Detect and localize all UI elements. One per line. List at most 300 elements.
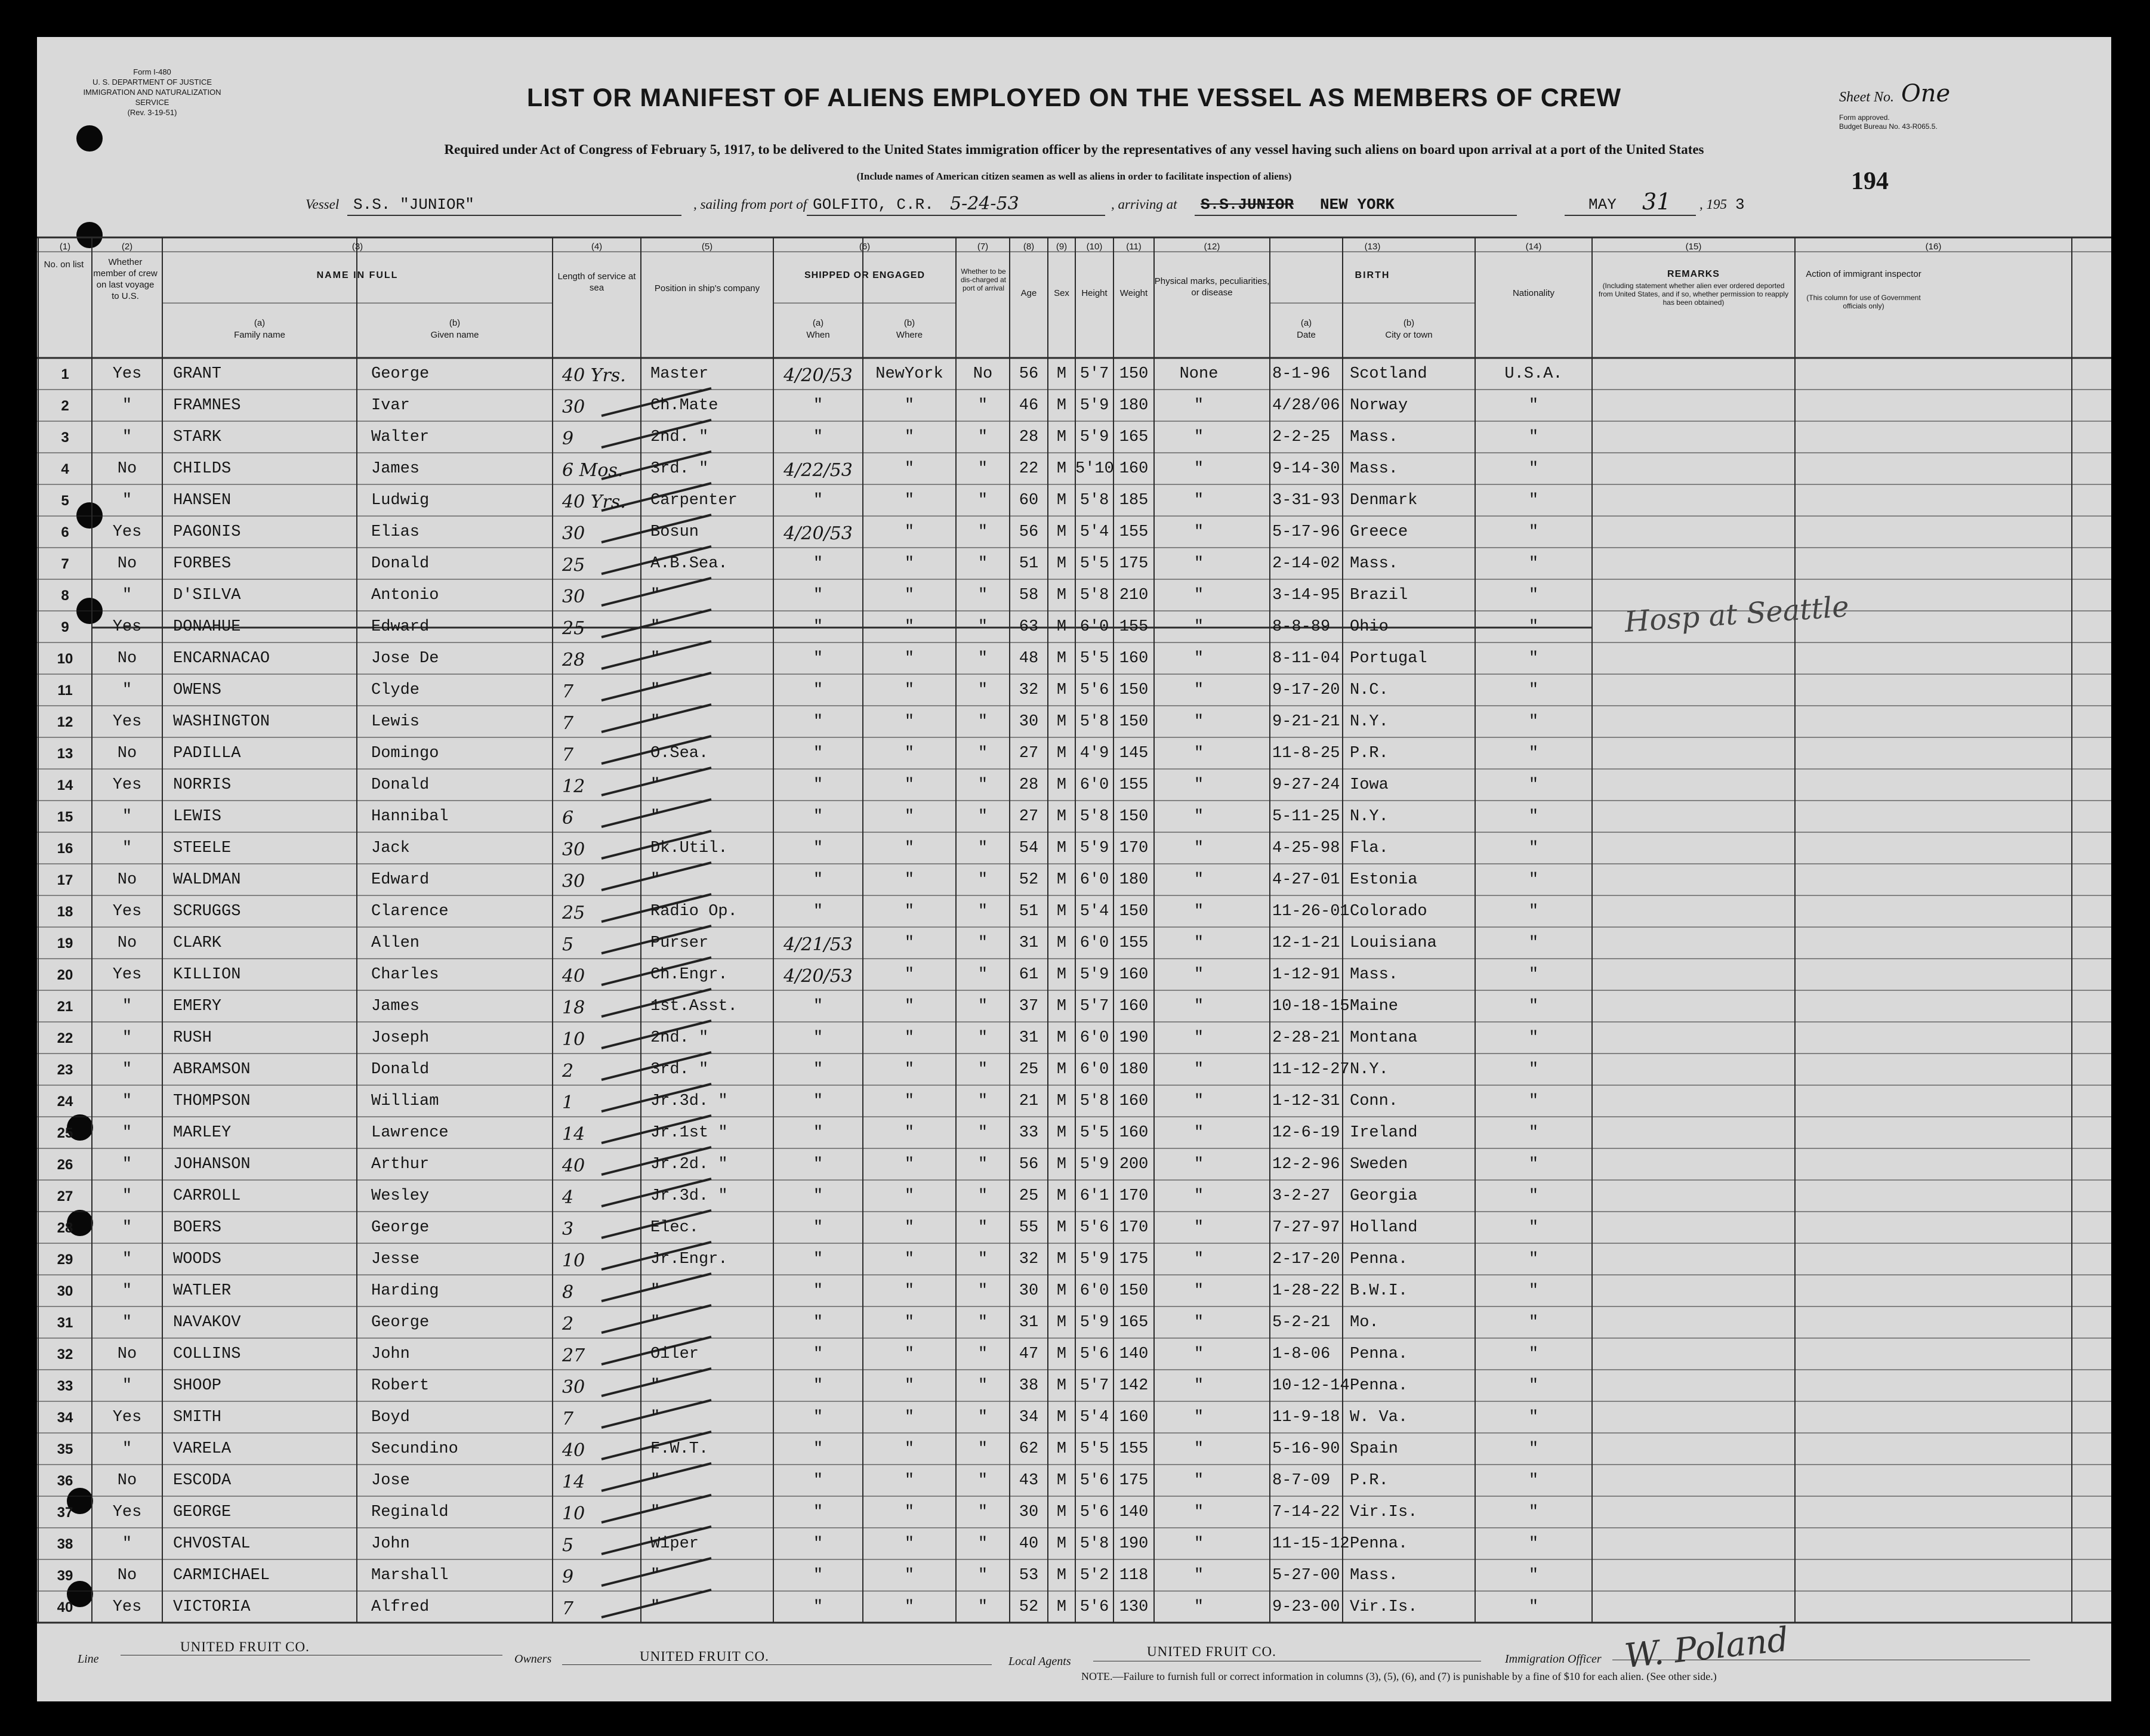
row-age: 28 [1019, 428, 1039, 446]
row-birth-date: 1-12-91 [1272, 966, 1340, 984]
row-shipped-when: " [813, 1061, 823, 1079]
row-family-name: GEORGE [173, 1503, 232, 1521]
row-weight: 180 [1119, 1061, 1149, 1079]
row-height: 6'0 [1079, 618, 1109, 636]
row-position: " [650, 871, 661, 889]
row-nationality: " [1528, 1598, 1539, 1616]
row-birth-city: Scotland [1350, 365, 1427, 383]
row-family-name: GRANT [173, 365, 222, 383]
row-sex: M [1056, 871, 1067, 889]
row-service-length: 25 [562, 555, 585, 576]
row-position: " [650, 618, 661, 636]
row-physical-marks: " [1193, 1156, 1204, 1173]
row-nationality: " [1528, 618, 1539, 636]
row-height: 5'8 [1079, 808, 1109, 826]
column-number: (1) [59, 242, 71, 252]
row-number: 33 [57, 1378, 73, 1394]
header-birth-city: City or town [1385, 330, 1433, 340]
row-age: 54 [1019, 839, 1039, 857]
row-height: 5'9 [1079, 839, 1109, 857]
row-height: 5'4 [1079, 903, 1109, 920]
row-birth-date: 5-11-25 [1272, 808, 1340, 826]
row-position: 3rd. " [650, 460, 709, 478]
row-family-name: RUSH [173, 1029, 212, 1047]
row-family-name: NAVAKOV [173, 1314, 241, 1332]
row-shipped-when: " [813, 1029, 823, 1047]
row-nationality: " [1528, 776, 1539, 794]
row-weight: 155 [1119, 934, 1149, 952]
row-given-name: Jose [371, 1472, 410, 1490]
row-birth-date: 3-2-27 [1272, 1187, 1331, 1205]
row-shipped-when: " [813, 1535, 823, 1553]
row-position: Jr.3d. " [650, 1092, 728, 1110]
row-family-name: CARROLL [173, 1187, 241, 1205]
row-age: 52 [1019, 1598, 1039, 1616]
row-given-name: Clarence [371, 903, 449, 920]
row-member-cell: No [117, 555, 137, 573]
row-weight: 150 [1119, 903, 1149, 920]
row-number: 29 [57, 1252, 73, 1268]
row-shipped-when: " [813, 1408, 823, 1426]
row-discharged: " [977, 618, 988, 636]
row-family-name: THOMPSON [173, 1092, 251, 1110]
row-given-name: John [371, 1345, 410, 1363]
row-nationality: " [1528, 586, 1539, 604]
row-shipped-where: " [904, 871, 915, 889]
column-number: (4) [591, 242, 603, 252]
row-shipped-where: " [904, 681, 915, 699]
row-member-cell: " [122, 1314, 132, 1332]
row-nationality: " [1528, 681, 1539, 699]
row-family-name: WASHINGTON [173, 713, 270, 731]
row-shipped-where: " [904, 1061, 915, 1079]
footer-owners-value: UNITED FRUIT CO. [640, 1649, 769, 1664]
column-number: (11) [1126, 242, 1142, 252]
row-shipped-when: " [813, 428, 823, 446]
row-service-length: 30 [562, 839, 585, 860]
column-number: (7) [977, 242, 989, 252]
row-discharged: " [977, 1282, 988, 1300]
row-birth-date: 10-12-14 [1272, 1377, 1350, 1395]
row-service-length: 30 [562, 1377, 585, 1398]
row-birth-city: N.C. [1350, 681, 1389, 699]
row-discharged: " [977, 1377, 988, 1395]
row-number: 10 [57, 651, 73, 667]
row-shipped-where: " [904, 1567, 915, 1584]
row-age: 58 [1019, 586, 1039, 604]
row-birth-date: 2-2-25 [1272, 428, 1331, 446]
row-height: 6'0 [1079, 1061, 1109, 1079]
row-nationality: " [1528, 1250, 1539, 1268]
row-member-cell: No [117, 650, 137, 668]
row-birth-date: 1-8-06 [1272, 1345, 1331, 1363]
row-position: Jr.2d. " [650, 1156, 728, 1173]
row-physical-marks: " [1193, 428, 1204, 446]
row-service-length: 30 [562, 586, 585, 607]
row-shipped-when: " [813, 555, 823, 573]
row-birth-date: 5-27-00 [1272, 1567, 1340, 1584]
row-shipped-where: " [904, 650, 915, 668]
row-discharged: " [977, 1219, 988, 1237]
row-service-length: 7 [562, 1408, 574, 1429]
row-birth-date: 11-15-12 [1272, 1535, 1350, 1553]
row-sex: M [1056, 966, 1067, 984]
year-prefix: , 195 [1699, 197, 1727, 212]
arrival-day: 31 [1642, 189, 1671, 215]
row-age: 51 [1019, 555, 1039, 573]
row-shipped-when: " [813, 1377, 823, 1395]
row-member-cell: " [122, 1535, 132, 1553]
row-given-name: Robert [371, 1377, 430, 1395]
row-height: 6'0 [1079, 934, 1109, 952]
row-birth-city: Montana [1350, 1029, 1418, 1047]
row-family-name: STARK [173, 428, 222, 446]
row-birth-date: 4-27-01 [1272, 871, 1340, 889]
row-given-name: Elias [371, 523, 420, 541]
row-weight: 185 [1119, 492, 1149, 509]
row-height: 5'5 [1079, 555, 1109, 573]
row-nationality: " [1528, 1219, 1539, 1237]
row-shipped-where: " [904, 1472, 915, 1490]
row-shipped-where: " [904, 1345, 915, 1363]
row-given-name: Edward [371, 871, 430, 889]
row-discharged: " [977, 397, 988, 415]
row-weight: 170 [1119, 839, 1149, 857]
row-sex: M [1056, 934, 1067, 952]
row-member-cell: " [122, 1124, 132, 1142]
row-weight: 190 [1119, 1029, 1149, 1047]
row-number: 17 [57, 872, 73, 888]
row-position: Jr.3d. " [650, 1187, 728, 1205]
row-member-cell: " [122, 586, 132, 604]
row-nationality: " [1528, 1314, 1539, 1332]
row-sex: M [1056, 745, 1067, 762]
row-number: 37 [57, 1505, 73, 1521]
row-position: 3rd. " [650, 1061, 709, 1079]
row-sex: M [1056, 460, 1067, 478]
row-service-length: 18 [562, 997, 585, 1018]
form-id: Form I-480 [133, 67, 171, 76]
row-weight: 150 [1119, 808, 1149, 826]
row-discharged: " [977, 1314, 988, 1332]
row-weight: 160 [1119, 1408, 1149, 1426]
row-service-length: 7 [562, 681, 574, 702]
row-given-name: Marshall [371, 1567, 449, 1584]
row-position: Oiler [650, 1345, 699, 1363]
row-family-name: WATLER [173, 1282, 232, 1300]
row-physical-marks: " [1193, 1314, 1204, 1332]
row-birth-city: Conn. [1350, 1092, 1399, 1110]
row-physical-marks: " [1193, 808, 1204, 826]
row-discharged: " [977, 966, 988, 984]
row-birth-date: 12-1-21 [1272, 934, 1340, 952]
row-position: 2nd. " [650, 428, 709, 446]
row-shipped-when: " [813, 1503, 823, 1521]
row-physical-marks: " [1193, 745, 1204, 762]
row-discharged: " [977, 745, 988, 762]
row-birth-date: 10-18-15 [1272, 997, 1350, 1015]
row-number: 31 [57, 1315, 73, 1331]
row-shipped-when: " [813, 1282, 823, 1300]
row-nationality: " [1528, 1029, 1539, 1047]
row-family-name: WOODS [173, 1250, 222, 1268]
row-service-length: 28 [562, 650, 585, 671]
row-birth-date: 1-12-31 [1272, 1092, 1340, 1110]
row-number: 38 [57, 1536, 73, 1552]
row-shipped-where: " [904, 1250, 915, 1268]
row-discharged: " [977, 808, 988, 826]
row-member-cell: Yes [112, 523, 142, 541]
row-nationality: " [1528, 428, 1539, 446]
row-service-length: 14 [562, 1472, 585, 1493]
row-height: 5'10 [1075, 460, 1114, 478]
row-age: 43 [1019, 1472, 1039, 1490]
row-sex: M [1056, 681, 1067, 699]
row-discharged: " [977, 1061, 988, 1079]
row-weight: 155 [1119, 523, 1149, 541]
row-number: 9 [61, 619, 69, 635]
row-given-name: George [371, 365, 430, 383]
row-birth-city: Mo. [1350, 1314, 1379, 1332]
row-birth-city: N.Y. [1350, 1061, 1389, 1079]
row-number: 28 [57, 1220, 73, 1236]
footer-officer-label: Immigration Officer [1505, 1652, 1602, 1666]
row-service-length: 6 Mos. [562, 460, 624, 481]
row-member-cell: No [117, 934, 137, 952]
row-family-name: WALDMAN [173, 871, 241, 889]
row-member-cell: No [117, 460, 137, 478]
column-number: (10) [1086, 242, 1103, 252]
row-physical-marks: " [1193, 1250, 1204, 1268]
row-shipped-where: " [904, 586, 915, 604]
row-sex: M [1056, 1377, 1067, 1395]
row-shipped-where: " [904, 1124, 915, 1142]
row-discharged: " [977, 997, 988, 1015]
row-birth-city: Mass. [1350, 1567, 1399, 1584]
row-birth-city: Mass. [1350, 966, 1399, 984]
row-service-length: 5 [562, 934, 574, 955]
row-number: 22 [57, 1030, 73, 1046]
row-sex: M [1056, 586, 1067, 604]
row-number: 34 [57, 1410, 73, 1426]
row-member-cell: " [122, 428, 132, 446]
row-birth-city: Estonia [1350, 871, 1418, 889]
row-age: 32 [1019, 1250, 1039, 1268]
row-family-name: COLLINS [173, 1345, 241, 1363]
header-physical: Physical marks, peculiarities, or disease [1154, 276, 1270, 298]
row-position: Master [650, 365, 709, 383]
row-birth-date: 2-17-20 [1272, 1250, 1340, 1268]
row-age: 37 [1019, 997, 1039, 1015]
row-number: 19 [57, 935, 73, 952]
row-birth-date: 3-14-95 [1272, 586, 1340, 604]
row-service-length: 30 [562, 871, 585, 892]
row-sex: M [1056, 903, 1067, 920]
row-shipped-where: " [904, 618, 915, 636]
row-shipped-where: " [904, 1535, 915, 1553]
row-shipped-when: " [813, 1124, 823, 1142]
row-physical-marks: " [1193, 1029, 1204, 1047]
row-age: 48 [1019, 650, 1039, 668]
row-family-name: HANSEN [173, 492, 232, 509]
column-number: (14) [1525, 242, 1542, 252]
budget-line-1: Form approved. [1839, 113, 1890, 122]
row-height: 4'9 [1079, 745, 1109, 762]
row-nationality: " [1528, 1092, 1539, 1110]
row-sex: M [1056, 397, 1067, 415]
row-sex: M [1056, 1250, 1067, 1268]
row-birth-city: Penna. [1350, 1377, 1408, 1395]
row-physical-marks: None [1179, 365, 1219, 383]
row-shipped-when: 4/20/53 [783, 523, 853, 544]
row-discharged: " [977, 1503, 988, 1521]
row-number: 26 [57, 1157, 73, 1173]
row-weight: 150 [1119, 1282, 1149, 1300]
row-weight: 155 [1119, 776, 1149, 794]
row-service-length: 40 Yrs. [562, 365, 626, 386]
column-number: (13) [1364, 242, 1381, 252]
row-age: 25 [1019, 1187, 1039, 1205]
row-shipped-when: " [813, 871, 823, 889]
row-shipped-where: " [904, 713, 915, 731]
row-number: 40 [57, 1599, 73, 1615]
sailing-date: 5-24-53 [950, 193, 1019, 214]
row-discharged: " [977, 460, 988, 478]
row-given-name: Secundino [371, 1440, 458, 1458]
row-service-length: 10 [562, 1029, 585, 1050]
row-position: O.Sea. [650, 745, 709, 762]
row-discharged: " [977, 1408, 988, 1426]
row-height: 5'4 [1079, 523, 1109, 541]
row-position: " [650, 1282, 661, 1300]
row-service-length: 7 [562, 713, 574, 734]
row-weight: 160 [1119, 966, 1149, 984]
row-shipped-when: " [813, 1472, 823, 1490]
row-shipped-where: " [904, 1440, 915, 1458]
row-service-length: 40 Yrs. [562, 492, 626, 512]
row-shipped-when: " [813, 1345, 823, 1363]
row-shipped-where: " [904, 1598, 915, 1616]
row-given-name: Joseph [371, 1029, 430, 1047]
row-height: 5'5 [1079, 650, 1109, 668]
row-nationality: " [1528, 903, 1539, 920]
page-subtitle: Required under Act of Congress of February 5, 1917, to be delivered to the United States immigration officer by the representatives of any vessel having such aliens on board upon arrival at a port of the United States [444, 142, 1704, 157]
row-discharged: " [977, 1156, 988, 1173]
row-nationality: " [1528, 808, 1539, 826]
row-sex: M [1056, 1156, 1067, 1173]
header-date-a: (a) [1300, 318, 1312, 328]
row-height: 5'5 [1079, 1440, 1109, 1458]
row-position: " [650, 1598, 661, 1616]
row-weight: 200 [1119, 1156, 1149, 1173]
row-birth-date: 9-14-30 [1272, 460, 1340, 478]
row-weight: 160 [1119, 1124, 1149, 1142]
row-number: 14 [57, 777, 73, 793]
row-discharged: " [977, 1345, 988, 1363]
row-discharged: " [977, 1250, 988, 1268]
row-family-name: EMERY [173, 997, 222, 1015]
row-member-cell: " [122, 1282, 132, 1300]
row-position: Wiper [650, 1535, 699, 1553]
row-family-name: VARELA [173, 1440, 232, 1458]
row-height: 5'6 [1079, 1598, 1109, 1616]
row-discharged: " [977, 586, 988, 604]
row-weight: 118 [1119, 1567, 1149, 1584]
row-shipped-when: " [813, 1187, 823, 1205]
row-sex: M [1056, 808, 1067, 826]
row-height: 5'7 [1079, 365, 1109, 383]
row-weight: 165 [1119, 1314, 1149, 1332]
row-birth-city: Norway [1350, 397, 1408, 415]
row-member-cell: Yes [112, 1503, 142, 1521]
row-position: Jr.1st " [650, 1124, 728, 1142]
row-number: 32 [57, 1346, 73, 1363]
row-birth-date: 1-28-22 [1272, 1282, 1340, 1300]
row-shipped-when: " [813, 586, 823, 604]
row-sex: M [1056, 1408, 1067, 1426]
row-shipped-where: " [904, 492, 915, 509]
row-height: 5'8 [1079, 492, 1109, 509]
row-physical-marks: " [1193, 934, 1204, 952]
row-age: 31 [1019, 934, 1039, 952]
header-city-b: (b) [1403, 318, 1415, 328]
row-shipped-where: " [904, 1156, 915, 1173]
row-birth-city: Mass. [1350, 555, 1399, 573]
row-physical-marks: " [1193, 492, 1204, 509]
header-birth: BIRTH [1355, 270, 1390, 280]
header-when-a: (a) [812, 318, 824, 328]
arrival-port: NEW YORK [1320, 196, 1395, 214]
row-age: 56 [1019, 1156, 1039, 1173]
row-birth-city: Penna. [1350, 1535, 1408, 1553]
row-member-cell: " [122, 1219, 132, 1237]
sheet-label: Sheet No. [1839, 89, 1894, 105]
row-birth-date: 2-28-21 [1272, 1029, 1340, 1047]
row-height: 5'9 [1079, 1314, 1109, 1332]
row-nationality: " [1528, 713, 1539, 731]
row-height: 6'0 [1079, 776, 1109, 794]
row-shipped-where: " [904, 1377, 915, 1395]
row-member-cell: " [122, 808, 132, 826]
row-birth-city: Colorado [1350, 903, 1427, 920]
row-physical-marks: " [1193, 1187, 1204, 1205]
row-birth-date: 11-12-27 [1272, 1061, 1350, 1079]
row-birth-date: 11-9-18 [1272, 1408, 1340, 1426]
row-sex: M [1056, 1567, 1067, 1584]
row-discharged: " [977, 871, 988, 889]
row-shipped-where: " [904, 1092, 915, 1110]
row-birth-city: W. Va. [1350, 1408, 1408, 1426]
row-shipped-where: " [904, 460, 915, 478]
row-position: " [650, 1567, 661, 1584]
row-physical-marks: " [1193, 776, 1204, 794]
row-shipped-where: " [904, 745, 915, 762]
column-number: (3) [351, 242, 363, 252]
row-sex: M [1056, 428, 1067, 446]
row-shipped-where: " [904, 523, 915, 541]
row-shipped-where: " [904, 1219, 915, 1237]
row-height: 5'9 [1079, 397, 1109, 415]
row-shipped-where: " [904, 1282, 915, 1300]
row-sex: M [1056, 1029, 1067, 1047]
row-number: 21 [57, 999, 73, 1015]
row-height: 5'7 [1079, 1377, 1109, 1395]
row-birth-date: 7-27-97 [1272, 1219, 1340, 1237]
row-birth-city: Vir.Is. [1350, 1503, 1418, 1521]
row-service-length: 8 [562, 1282, 574, 1303]
row-member-cell: Yes [112, 776, 142, 794]
row-nationality: " [1528, 1472, 1539, 1490]
